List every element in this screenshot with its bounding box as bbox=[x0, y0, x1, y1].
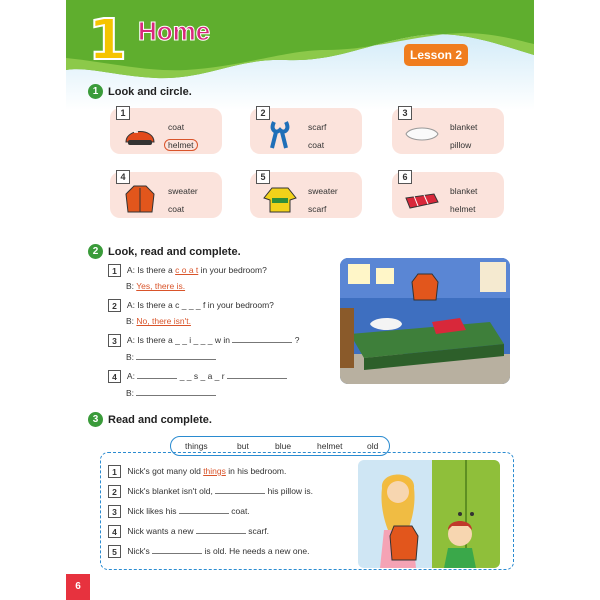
section-number: 1 bbox=[88, 84, 103, 99]
circled-word: helmet bbox=[164, 139, 198, 151]
answer-line bbox=[126, 316, 191, 326]
sentence-text: Nick wants a new bbox=[127, 526, 194, 536]
word-option[interactable]: pillow bbox=[450, 140, 472, 150]
sentence-text: in his bedroom. bbox=[228, 465, 287, 476]
section-instruction: Look, read and complete. bbox=[108, 245, 241, 258]
word-bank-item[interactable]: old bbox=[367, 441, 379, 451]
word-option[interactable]: coat bbox=[308, 140, 325, 150]
exercise-card bbox=[392, 108, 504, 154]
sentence-line bbox=[108, 545, 309, 558]
item-number: 5 bbox=[108, 545, 121, 558]
fill-letters[interactable]: _ _ s _ a _ r bbox=[179, 371, 225, 381]
coat-icon bbox=[412, 274, 438, 300]
item-number: 5 bbox=[256, 170, 270, 184]
speaker-label: B: bbox=[126, 388, 135, 398]
section-instruction: Read and complete. bbox=[108, 413, 212, 426]
section-instruction: Look and circle. bbox=[108, 85, 192, 98]
sentence-text: his pillow is. bbox=[267, 486, 313, 496]
question-text: A: Is there a bbox=[126, 299, 173, 310]
fill-letters[interactable]: c _ _ _ f bbox=[175, 299, 206, 310]
answer-blank[interactable] bbox=[215, 485, 265, 494]
workbook-page bbox=[66, 0, 534, 600]
question-text: A: Is there a bbox=[126, 335, 173, 345]
question-line bbox=[108, 334, 299, 347]
answer-blank[interactable] bbox=[227, 370, 287, 379]
question-mark: ? bbox=[294, 335, 300, 345]
answer-line bbox=[126, 387, 216, 398]
fill-letters[interactable]: _ _ i _ _ _ w bbox=[175, 335, 221, 345]
exercise-card bbox=[392, 172, 504, 218]
sentence-line bbox=[108, 525, 269, 538]
coat-icon bbox=[122, 184, 158, 214]
item-number: 4 bbox=[108, 525, 121, 538]
sweater-icon bbox=[262, 184, 298, 214]
section-3-heading bbox=[88, 412, 212, 427]
word-option[interactable]: blanket bbox=[450, 186, 478, 196]
question-line bbox=[108, 299, 274, 312]
section-1-heading bbox=[88, 84, 192, 99]
lesson-badge: Lesson 2 bbox=[404, 44, 468, 66]
word-bank-item[interactable]: things bbox=[185, 441, 208, 451]
unit-number: 1 bbox=[88, 8, 127, 73]
sentence-text: coat. bbox=[231, 506, 250, 516]
children-illustration bbox=[358, 460, 500, 568]
item-number: 2 bbox=[256, 106, 270, 120]
word-option[interactable]: sweater bbox=[168, 186, 198, 196]
item-number: 1 bbox=[116, 106, 130, 120]
answer-line bbox=[126, 281, 185, 291]
helmet-icon bbox=[122, 120, 158, 150]
sentence-text: Nick likes his bbox=[127, 506, 177, 516]
sentence-line bbox=[108, 505, 250, 518]
item-number: 4 bbox=[108, 370, 121, 383]
bedroom-illustration bbox=[340, 258, 510, 384]
question-text: A: bbox=[126, 371, 135, 381]
speaker-label: B: bbox=[126, 281, 135, 291]
answer-text[interactable]: Yes, there is. bbox=[136, 281, 186, 291]
pillow-icon bbox=[404, 120, 440, 150]
page-number: 6 bbox=[66, 574, 90, 600]
sentence-line bbox=[108, 485, 313, 498]
question-text: in bbox=[223, 335, 230, 345]
question-line bbox=[108, 370, 287, 383]
word-bank-item[interactable]: helmet bbox=[317, 441, 343, 451]
item-number: 3 bbox=[108, 334, 121, 347]
item-number: 3 bbox=[108, 505, 121, 518]
sentence-text: Nick's got many old bbox=[127, 465, 201, 476]
answer-blank[interactable] bbox=[137, 370, 177, 379]
word-option[interactable]: blanket bbox=[450, 122, 478, 132]
question-text: A: Is there a bbox=[126, 264, 173, 275]
item-number: 2 bbox=[108, 299, 121, 312]
word-option[interactable]: helmet bbox=[450, 204, 476, 214]
item-number: 2 bbox=[108, 485, 121, 498]
word-option[interactable]: coat bbox=[168, 204, 185, 214]
answer-blank[interactable] bbox=[196, 525, 246, 534]
answer-blank[interactable] bbox=[179, 505, 229, 514]
speaker-label: B: bbox=[126, 316, 135, 326]
answer-blank[interactable] bbox=[152, 545, 202, 554]
question-text: in your bedroom? bbox=[200, 264, 267, 275]
item-number: 1 bbox=[108, 465, 121, 478]
unit-title: Home bbox=[138, 16, 211, 46]
scarf-icon bbox=[262, 120, 298, 150]
sentence-text: scarf. bbox=[248, 526, 270, 536]
answer-blank[interactable] bbox=[136, 387, 216, 396]
section-number: 2 bbox=[88, 244, 103, 259]
answer-blank[interactable] bbox=[136, 351, 216, 360]
exercise-card bbox=[250, 172, 362, 218]
word-option[interactable]: scarf bbox=[308, 204, 327, 214]
word-bank-item[interactable]: blue bbox=[275, 441, 292, 451]
sentence-text: Nick's bbox=[127, 546, 150, 556]
item-number: 1 bbox=[108, 264, 121, 277]
answer-line bbox=[126, 351, 216, 362]
answer-letters[interactable]: c o a t bbox=[175, 264, 199, 275]
speaker-label: B: bbox=[126, 352, 135, 362]
sentence-text: Nick's blanket isn't old, bbox=[127, 486, 213, 496]
question-text: in your bedroom? bbox=[207, 299, 274, 310]
answer-blank[interactable] bbox=[232, 334, 292, 343]
answer-text[interactable]: things bbox=[203, 465, 226, 476]
exercise-card bbox=[250, 108, 362, 154]
item-number: 3 bbox=[398, 106, 412, 120]
word-option[interactable]: coat bbox=[168, 122, 185, 132]
coat-icon bbox=[390, 526, 418, 560]
blanket-icon bbox=[404, 184, 440, 214]
wall-note bbox=[348, 264, 370, 284]
sentence-text: is old. He needs a new one. bbox=[204, 546, 310, 556]
exercise-card bbox=[110, 172, 222, 218]
wall-poster bbox=[480, 262, 506, 292]
exercise-card bbox=[110, 108, 222, 154]
item-number: 6 bbox=[398, 170, 412, 184]
word-bank-item[interactable]: but bbox=[237, 441, 249, 451]
item-number: 4 bbox=[116, 170, 130, 184]
word-option-circled[interactable] bbox=[168, 140, 198, 150]
word-option[interactable]: sweater bbox=[308, 186, 338, 196]
section-number: 3 bbox=[88, 412, 103, 427]
wall-note bbox=[376, 268, 394, 284]
question-line bbox=[108, 264, 267, 277]
word-option[interactable]: scarf bbox=[308, 122, 327, 132]
answer-text[interactable]: No, there isn't. bbox=[136, 316, 191, 326]
sentence-line bbox=[108, 465, 286, 478]
section-2-heading bbox=[88, 244, 241, 259]
